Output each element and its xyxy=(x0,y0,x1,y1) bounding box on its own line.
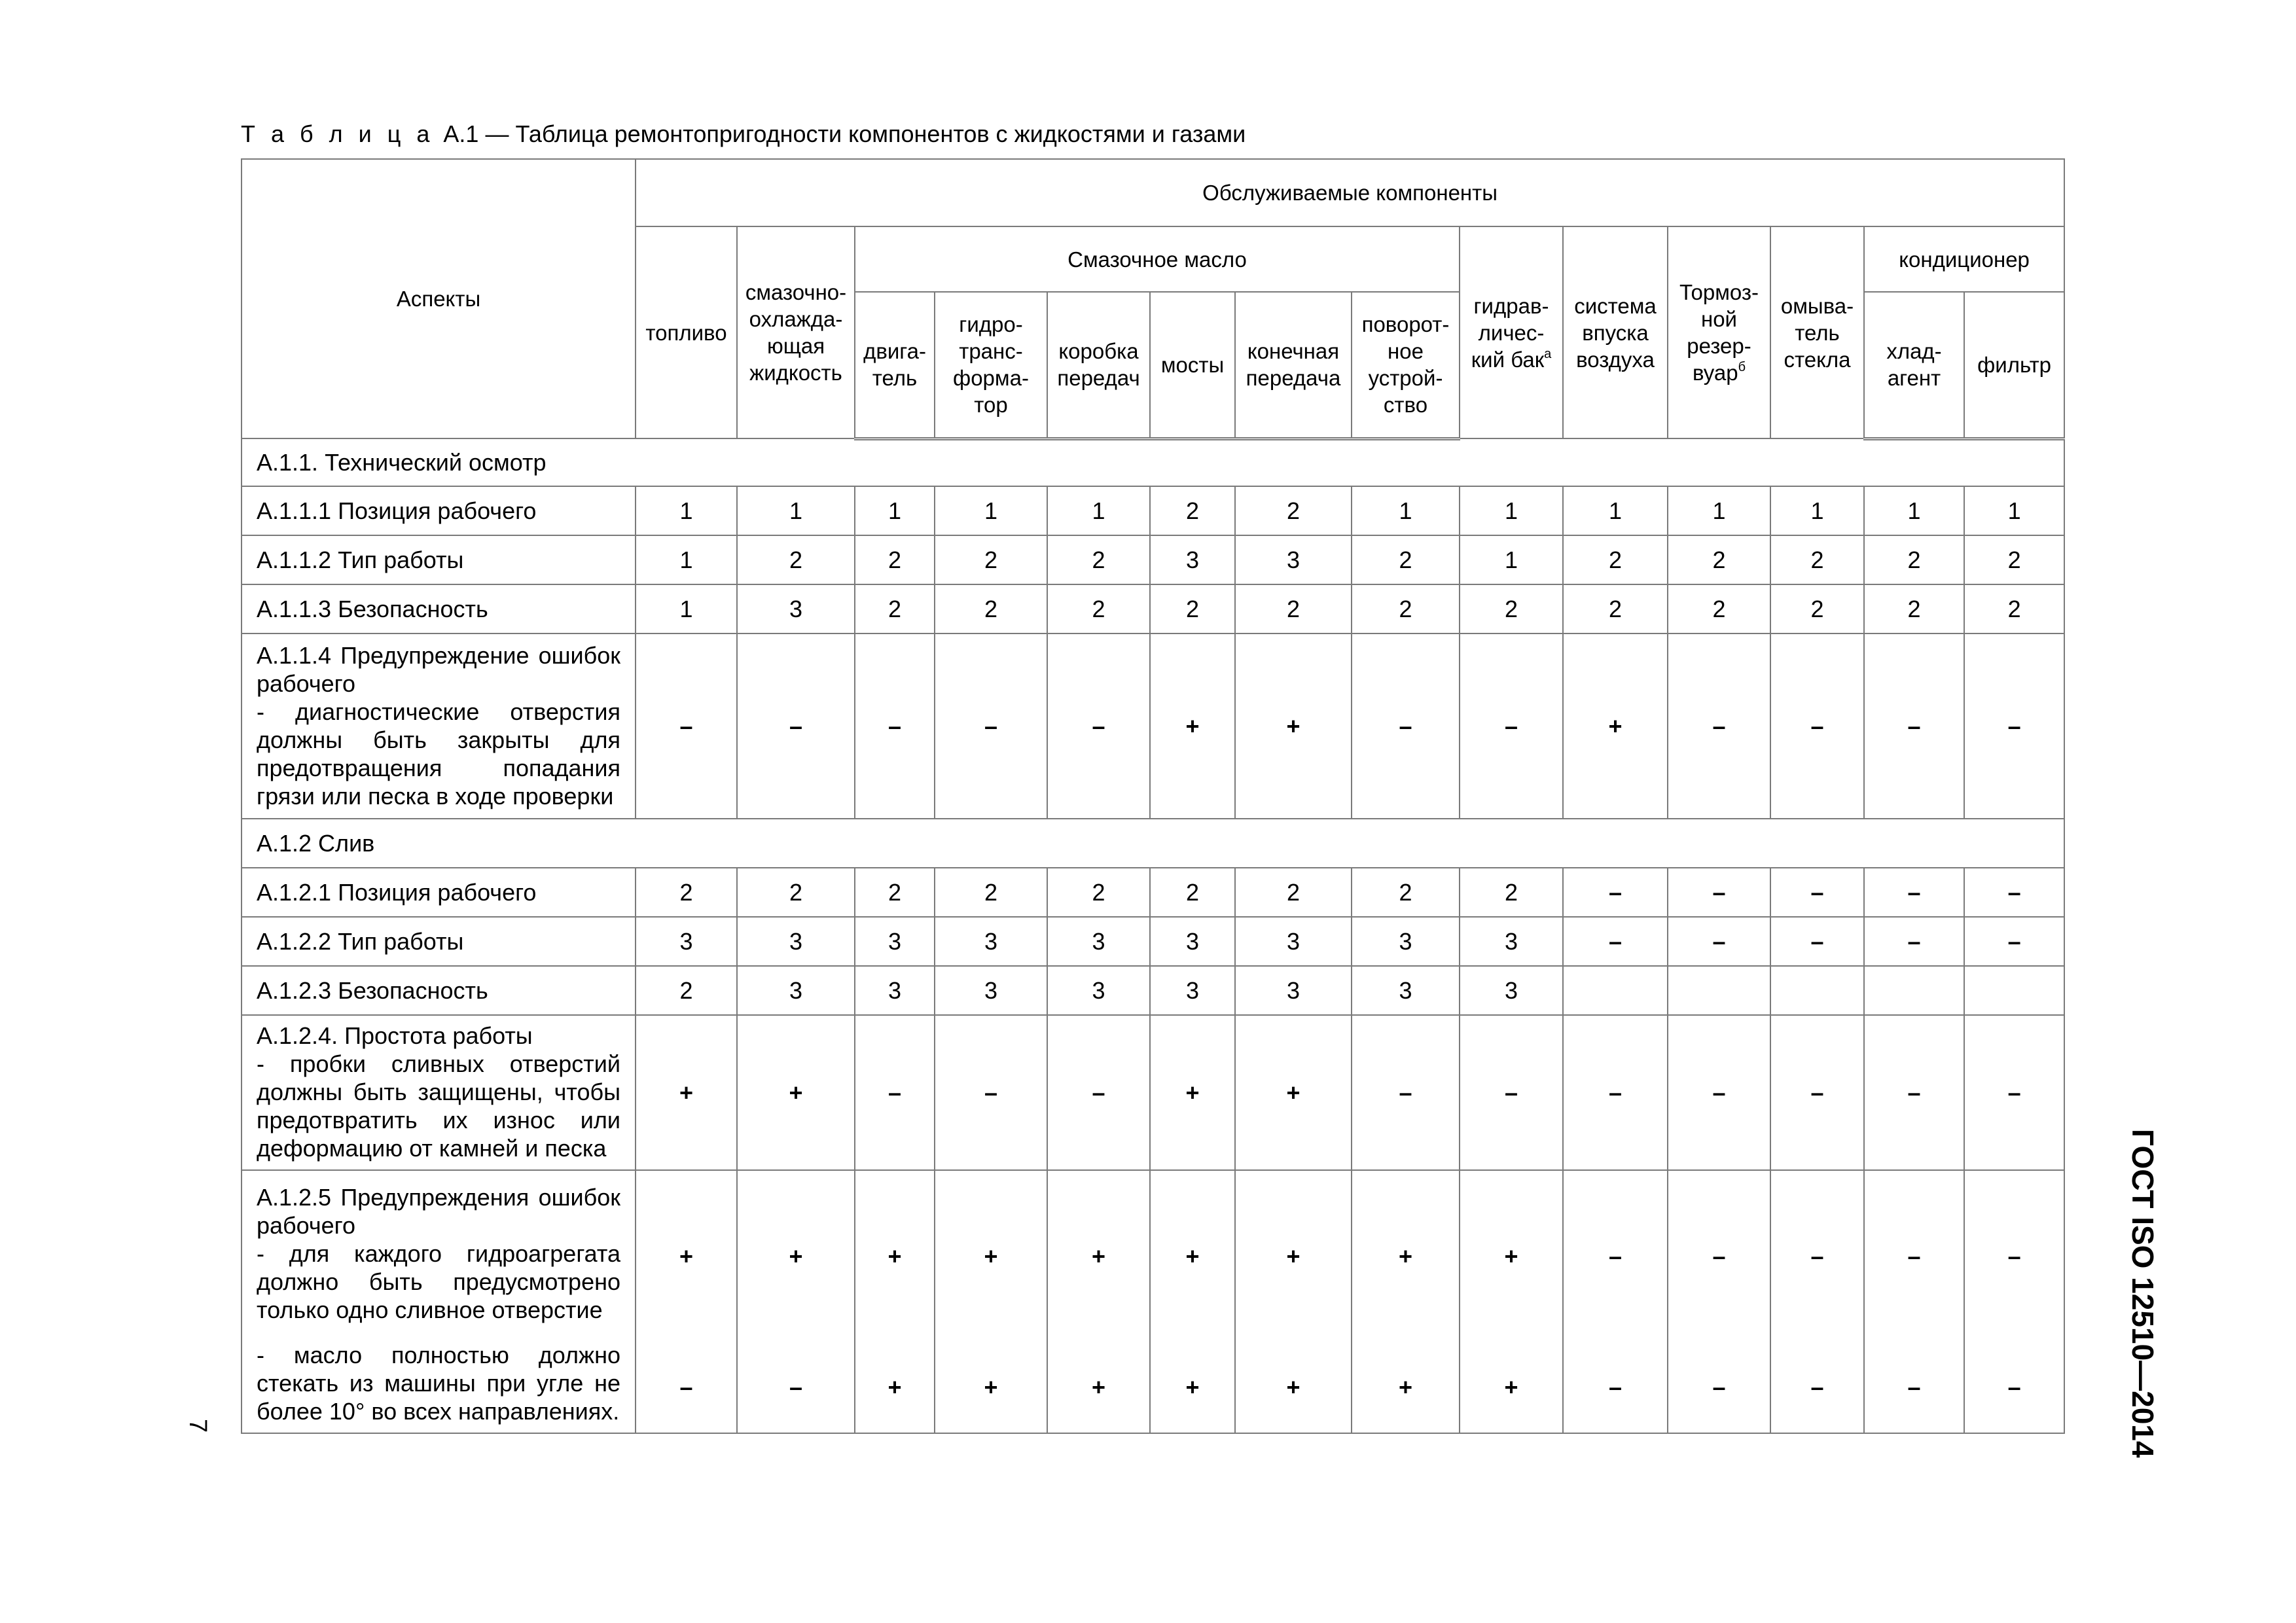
table-cell: 1 xyxy=(855,486,935,535)
table-cell: + xyxy=(1150,1342,1235,1433)
table-cell: 2 xyxy=(1563,535,1668,584)
table-cell: 2 xyxy=(1563,584,1668,633)
header-serviced-components: Обслуживаемые компоненты xyxy=(636,159,2064,226)
table-row xyxy=(242,966,2064,1015)
table-cell: + xyxy=(737,1170,855,1342)
table-cell: 2 xyxy=(1864,584,1964,633)
table-cell: 1 xyxy=(636,584,737,633)
table-cell: – xyxy=(1668,633,1770,819)
header-coolant: смазочно- охлажда- ющая жидкость xyxy=(737,226,855,438)
table-cell: 2 xyxy=(1460,584,1563,633)
table-cell: 3 xyxy=(1460,917,1563,966)
table-cell: 2 xyxy=(1964,535,2064,584)
table-cell: 2 xyxy=(1150,584,1235,633)
section-row xyxy=(242,438,2064,486)
table-cell: + xyxy=(855,1342,935,1433)
table-cell: – xyxy=(1964,633,2064,819)
header-fuel: топливо xyxy=(636,226,737,438)
table-cell: – xyxy=(1770,1342,1864,1433)
table-cell: + xyxy=(1460,1342,1563,1433)
table-cell: – xyxy=(1964,1170,2064,1342)
table-cell: + xyxy=(636,1170,737,1342)
table-cell: + xyxy=(1047,1170,1150,1342)
table-cell: 3 xyxy=(1047,917,1150,966)
table-cell: – xyxy=(1770,868,1864,917)
table-cell: 1 xyxy=(1460,535,1563,584)
table-cell: 3 xyxy=(1150,966,1235,1015)
header-swing: поворот- ное устрой- ство xyxy=(1352,292,1460,438)
table-cell: 3 xyxy=(636,917,737,966)
header-axles: мосты xyxy=(1150,292,1235,438)
header-aircon: кондиционер xyxy=(1864,226,2064,292)
header-converter: гидро- транс- форма- тор xyxy=(935,292,1047,438)
table-cell: – xyxy=(1563,1342,1668,1433)
header-row-1 xyxy=(242,159,2064,226)
table-cell: 3 xyxy=(737,584,855,633)
table-cell: + xyxy=(1150,633,1235,819)
table-cell: – xyxy=(1770,917,1864,966)
table-cell: 2 xyxy=(1460,868,1563,917)
standard-code: ГОСТ ISO 12510—2014 xyxy=(2126,1129,2160,1458)
page-number: 7 xyxy=(184,1419,211,1433)
table-cell: – xyxy=(855,633,935,819)
table-cell: + xyxy=(935,1170,1047,1342)
table-cell: 1 xyxy=(1352,486,1460,535)
table-cell: + xyxy=(1563,633,1668,819)
header-lube-oil: Смазочное масло xyxy=(855,226,1460,292)
table-cell: 2 xyxy=(1668,584,1770,633)
table-cell: – xyxy=(1563,1015,1668,1170)
row-label: А.1.2.2 Тип работы xyxy=(242,917,636,966)
table-cell xyxy=(1770,966,1864,1015)
table-cell: 3 xyxy=(1352,966,1460,1015)
row-label: А.1.1.4 Предупреждение ошибок рабочего - диагностические отверстия должны быть закрыты для предотвращения попадания грязи или песка в ходе проверки xyxy=(242,633,636,819)
header-brake-reservoir: Тормоз- ной резер- вуар$^б$ xyxy=(1668,226,1770,438)
table-cell: – xyxy=(1668,917,1770,966)
table-cell: + xyxy=(1460,1170,1563,1342)
table-cell: + xyxy=(935,1342,1047,1433)
table-row xyxy=(242,535,2064,584)
table-cell: 3 xyxy=(1235,917,1352,966)
header-air-intake: система впуска воздуха xyxy=(1563,226,1668,438)
table-cell: + xyxy=(855,1170,935,1342)
table-row xyxy=(242,486,2064,535)
table-cell: 2 xyxy=(737,535,855,584)
table-cell: 3 xyxy=(1150,535,1235,584)
table-cell: 1 xyxy=(1563,486,1668,535)
table-cell: 2 xyxy=(1150,486,1235,535)
row-label: - масло полностью должно стекать из машины при угле не более 10° во всех направлениях. xyxy=(242,1342,636,1433)
table-cell: 2 xyxy=(1352,868,1460,917)
table-cell: 2 xyxy=(1864,535,1964,584)
table-cell: – xyxy=(636,633,737,819)
table-cell: 2 xyxy=(1235,486,1352,535)
table-cell: 2 xyxy=(1235,584,1352,633)
table-row xyxy=(242,868,2064,917)
table-row xyxy=(242,584,2064,633)
table-cell: – xyxy=(1964,917,2064,966)
table-cell: 2 xyxy=(1235,868,1352,917)
table-caption xyxy=(241,120,1246,149)
table-cell xyxy=(1563,966,1668,1015)
table-cell: – xyxy=(1964,1015,2064,1170)
header-filter: фильтр xyxy=(1964,292,2064,438)
table-cell: 2 xyxy=(1964,584,2064,633)
table-cell: 2 xyxy=(1047,535,1150,584)
table-cell: – xyxy=(1668,1015,1770,1170)
table-cell: 3 xyxy=(1235,535,1352,584)
table-cell: 2 xyxy=(1352,535,1460,584)
table-cell: – xyxy=(1864,868,1964,917)
table-cell: + xyxy=(1352,1342,1460,1433)
table-cell: 3 xyxy=(737,966,855,1015)
table-cell: – xyxy=(1563,1170,1668,1342)
table-cell: + xyxy=(1150,1015,1235,1170)
table-cell: 3 xyxy=(855,966,935,1015)
table-row xyxy=(242,917,2064,966)
table-row xyxy=(242,633,2064,819)
table-cell: 3 xyxy=(855,917,935,966)
table-cell: 1 xyxy=(1864,486,1964,535)
table-cell: – xyxy=(1770,1015,1864,1170)
table-cell: 1 xyxy=(1047,486,1150,535)
table-cell: – xyxy=(1047,633,1150,819)
table-cell: + xyxy=(636,1015,737,1170)
table-cell: 2 xyxy=(855,584,935,633)
section-row xyxy=(242,819,2064,868)
table-cell: 3 xyxy=(1460,966,1563,1015)
header-final-drive: конечная передача xyxy=(1235,292,1352,438)
table-cell: 3 xyxy=(935,917,1047,966)
table-cell xyxy=(1964,966,2064,1015)
table-cell: 2 xyxy=(935,868,1047,917)
table-cell: + xyxy=(1150,1170,1235,1342)
table-cell: – xyxy=(855,1015,935,1170)
section-inspection: А.1.1. Технический осмотр xyxy=(242,438,2064,486)
table-cell: 2 xyxy=(1047,868,1150,917)
table-cell: 1 xyxy=(935,486,1047,535)
table-caption-text: А.1 — Таблица ремонтопригодности компонентов с жидкостями и газами xyxy=(443,120,1246,147)
table-cell: – xyxy=(1864,1015,1964,1170)
table-cell: 2 xyxy=(1770,535,1864,584)
table-cell: 2 xyxy=(855,868,935,917)
table-cell: 2 xyxy=(737,868,855,917)
table-cell: 2 xyxy=(1352,584,1460,633)
table-cell: – xyxy=(1047,1015,1150,1170)
table-cell: – xyxy=(1668,868,1770,917)
table-cell: + xyxy=(1235,633,1352,819)
table-cell: – xyxy=(1864,917,1964,966)
header-engine: двига- тель xyxy=(855,292,935,438)
maintainability-table xyxy=(241,158,2065,1434)
table-cell: 2 xyxy=(636,868,737,917)
table-cell: 3 xyxy=(1352,917,1460,966)
table-cell: 2 xyxy=(1150,868,1235,917)
table-cell: – xyxy=(1964,868,2064,917)
table-cell: 1 xyxy=(1964,486,2064,535)
header-aspects: Аспекты xyxy=(242,159,636,438)
table-cell: – xyxy=(1460,1015,1563,1170)
header-washer: омыва- тель стекла xyxy=(1770,226,1864,438)
table-cell: – xyxy=(935,1015,1047,1170)
section-drain: А.1.2 Слив xyxy=(242,819,2064,868)
row-label: А.1.1.3 Безопасность xyxy=(242,584,636,633)
table-cell: 3 xyxy=(1047,966,1150,1015)
table-cell: 2 xyxy=(935,584,1047,633)
table-cell xyxy=(1668,966,1770,1015)
row-label: А.1.2.4. Простота работы - пробки сливных отверстий должны быть защищены, чтобы предотвратить их износ или деформацию от камней и песка xyxy=(242,1015,636,1170)
row-label: А.1.1.2 Тип работы xyxy=(242,535,636,584)
header-hydraulic-tank: гидрав- личес- кий бак$^а$ xyxy=(1460,226,1563,438)
header-gearbox: коробка передач xyxy=(1047,292,1150,438)
table-cell: – xyxy=(636,1342,737,1433)
table-row xyxy=(242,1342,2064,1433)
table-cell: – xyxy=(1964,1342,2064,1433)
header-refrigerant: хлад- агент xyxy=(1864,292,1964,438)
table-cell: + xyxy=(1047,1342,1150,1433)
table-cell: – xyxy=(1563,917,1668,966)
table-cell: 1 xyxy=(1460,486,1563,535)
table-cell: – xyxy=(1352,633,1460,819)
table-cell: – xyxy=(1668,1170,1770,1342)
table-cell: – xyxy=(737,633,855,819)
table-cell: 1 xyxy=(737,486,855,535)
table-cell: 3 xyxy=(935,966,1047,1015)
table-cell: 2 xyxy=(1770,584,1864,633)
table-cell: – xyxy=(935,633,1047,819)
table-cell: 2 xyxy=(1668,535,1770,584)
table-cell: – xyxy=(1770,1170,1864,1342)
table-cell: – xyxy=(1668,1342,1770,1433)
table-cell: – xyxy=(1352,1015,1460,1170)
table-cell: – xyxy=(737,1342,855,1433)
row-label: А.1.2.5 Предупреждения ошибок рабочего - для каждого гидроагрегата должно быть предусмотрено только одно сливное отверстие xyxy=(242,1170,636,1342)
table-cell: – xyxy=(1563,868,1668,917)
table-cell: 1 xyxy=(636,535,737,584)
table-cell: – xyxy=(1864,1170,1964,1342)
table-cell: + xyxy=(737,1015,855,1170)
table-cell: – xyxy=(1460,633,1563,819)
table-cell xyxy=(1864,966,1964,1015)
row-label: А.1.2.1 Позиция рабочего xyxy=(242,868,636,917)
row-label: А.1.1.1 Позиция рабочего xyxy=(242,486,636,535)
table-cell: 2 xyxy=(636,966,737,1015)
table-row xyxy=(242,1170,2064,1342)
table-cell: + xyxy=(1235,1342,1352,1433)
table-cell: + xyxy=(1235,1015,1352,1170)
table-row xyxy=(242,1015,2064,1170)
table-caption-label: Т а б л и ц а xyxy=(241,120,435,147)
table-cell: 3 xyxy=(737,917,855,966)
table-cell: – xyxy=(1864,1342,1964,1433)
table-cell: 2 xyxy=(935,535,1047,584)
table-cell: 2 xyxy=(855,535,935,584)
row-label: А.1.2.3 Безопасность xyxy=(242,966,636,1015)
table-cell: 2 xyxy=(1047,584,1150,633)
table-cell: 3 xyxy=(1150,917,1235,966)
table-cell: 1 xyxy=(1770,486,1864,535)
table-cell: + xyxy=(1352,1170,1460,1342)
table-cell: 1 xyxy=(636,486,737,535)
table-cell: 1 xyxy=(1668,486,1770,535)
table-cell: – xyxy=(1770,633,1864,819)
table-cell: – xyxy=(1864,633,1964,819)
table-cell: + xyxy=(1235,1170,1352,1342)
table-cell: 3 xyxy=(1235,966,1352,1015)
